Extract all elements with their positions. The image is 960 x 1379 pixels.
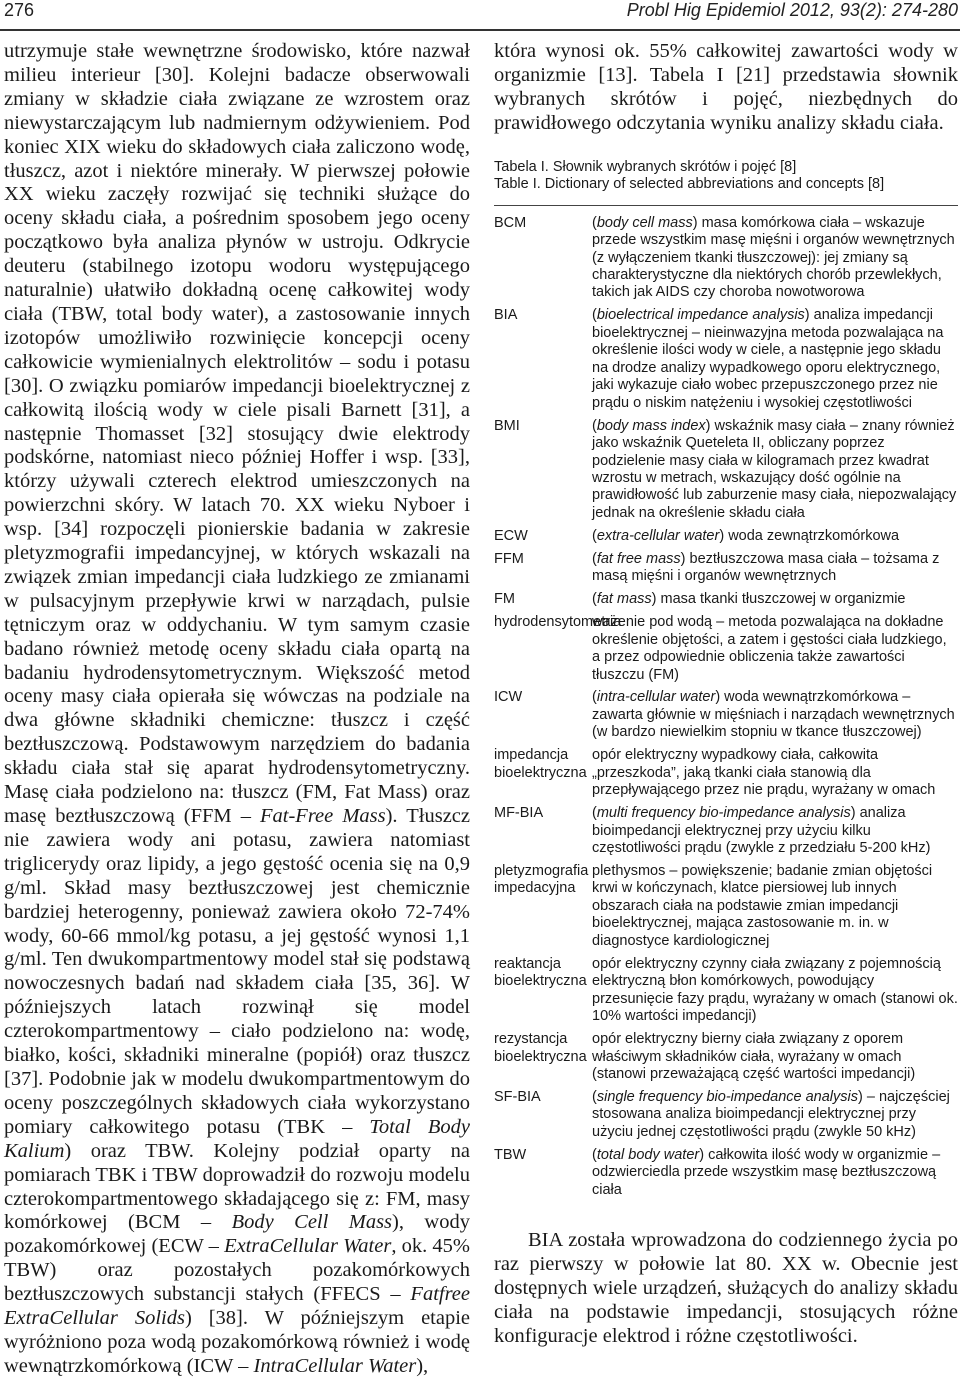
glossary-row <box>494 1089 958 1141</box>
glossary-row <box>494 418 958 523</box>
glossary-definition: (total body water) całkowita ilość wody w organizmie – odzwierciedla przede wszystkim masę beztłuszczową ciała <box>592 1146 941 1198</box>
right-column <box>494 40 958 1349</box>
glossary-definition: (extra-cellular water) woda zewnątrzkomórkowa <box>592 527 900 544</box>
glossary-term: ECW <box>494 527 528 544</box>
intro-paragraph: która wynosi ok. 55% całkowitej zawartości wody w organizmie [13]. Tabela I [21] przedstawia słownik wybranych skrótów i pojęć, niezbędnych do prawidłowego odczytania wyniku analizy składu ciała. <box>494 40 958 134</box>
glossary-definition: ważenie pod wodą – metoda pozwalająca na dokładne określenie objętości, a zatem i gęstości ciała ludzkiego, a przez odpowiednie obliczenia także zawartości tłuszczu (FM) <box>592 614 947 683</box>
glossary-definition: (body cell mass) masa komórkowa ciała – wskazuje przede wszystkim masę mięśni i organów wewnętrznych (z wyłączeniem tkanki tłuszczowej): jej zmiany są charakterystyczne dla niektórych chorób przewlekłych, takich jak AIDS czy choroba nowotworowa <box>592 214 955 301</box>
glossary-definition: opór elektryczny bierny ciała związany z oporem właściwym składników ciała, wyrażany w omach (stanowi przeważającą część wartości impedancji) <box>592 1031 916 1083</box>
glossary-term: BMI <box>494 417 520 434</box>
glossary-row <box>494 307 958 412</box>
glossary-term: ICW <box>494 689 523 706</box>
glossary-term: FFM <box>494 550 524 567</box>
table-caption-polish: Tabela I. Słownik wybranych skrótów i pojęć [8] <box>494 158 797 175</box>
table-caption <box>494 159 958 194</box>
glossary-row <box>494 805 958 857</box>
glossary-term: reaktancja bioelektryczna <box>494 955 587 990</box>
glossary-definition: (single frequency bio-impedance analysis) – najczęściej stosowana analiza bioimpedancji elektrycznej przy użyciu jednej częstotliwości prądu (zwykle 50 kHz) <box>592 1088 950 1140</box>
glossary-row <box>494 591 958 608</box>
glossary-row <box>494 863 958 950</box>
glossary-definition: (intra-cellular water) woda wewnątrzkomórkowa – zawarta głównie w mięśniach i narządach wewnętrznych (w bardzo niewielkim stopniu w tkance tłuszczowej) <box>592 689 955 741</box>
glossary-term: BCM <box>494 214 527 231</box>
glossary-table <box>494 215 958 1200</box>
glossary-row <box>494 551 958 586</box>
glossary-row <box>494 747 958 799</box>
page-number: 276 <box>4 0 35 20</box>
glossary-row <box>494 614 958 684</box>
header-rule <box>0 29 960 31</box>
glossary-term: rezystancja bioelektryczna <box>494 1031 587 1065</box>
glossary-definition: (fat free mass) beztłuszczowa masa ciała – tożsama z masą mięśni i organów wewnętrznych <box>592 550 940 585</box>
glossary-definition: plethysmos – powiększenie; badanie zmian objętości krwi w kończynach, klatce piersiowej lub innych obszarach ciała na podstawie zmian impedancji bioelektrycznej, mająca zastosowanie m. in. w diagnostyce kardiologicznej <box>592 863 933 949</box>
left-column-paragraph: utrzymuje stałe wewnętrzne środowisko, które nazwał milieu interieur [30]. Kolejni badacze obserwowali zmiany w składzie ciała związane ze wzrostem oraz niewystarczającym lub nadmiernym odżywieniem. Pod koniec XIX wieku do składowych ciała zaliczono wodę, tłuszcz, azot i niektóre minerały. W pierwszej połowie XX wieku zaczęły rozwijać się techniki służące do oceny składu ciała, a pośrednim sposobem jego oceny początkowo była analiza płynów w ustroju. Odkrycie deuteru (stabilnego izotopu wodoru występującego naturalnie) ułatwiło dokładną ocenę całkowitej wody ciała (TBW, total body water), a zastosowanie innych izotopów umożliwiło rozwinięcie koncepcji oceny całkowicie wymienialnych elektrolitów – sodu i potasu [30]. O związku pomiarów impedancji bioelektrycznej z całkowitą ilością wody w ciele pisali Barnett [31], a następnie Thomasset [32] stosujący dwie elektrody podskórne, natomiast nieco później Hoffer i wsp. [33], którzy używali czterech elektrod umieszczonych na powierzchni skóry. W latach 70. XX wieku Nyboer i wsp. [34] rozpoczęli pionierskie badania w zakresie pletyzmografii impedancyjnej, w których wskazali na związek zmian impedancji ciała ludzkiego ze zmianami w pulsacyjnym przepływie krwi w narządach, pulsie tętniczym oraz w oddychaniu. W tym samym czasie badano również metodę oceny składu ciała opartą na badaniu hydrodensytometrycznym. Większość metod oceny masy ciała opierała się wówczas na podziale na dwa główne składniki chemiczne: tłuszcz i część beztłuszczową. Podstawowym narzędziem do badania składu ciała stał się aparat hydrodensytometryczny. Masę ciała podzielono na: tłuszcz (FM, Fat Mass) oraz masę beztłuszczową (FFM – Fat-Free Mass). Tłuszcz nie zawiera wody ani potasu, zawiera natomiast triglicerydy oraz lipidy, a jego gęstość ocenia się na 0,9 g/ml. Skład masy beztłuszczowej jest chemicznie bardziej heterogenny, ponieważ zawiera około 72-74% wody, 60-66 mmol/kg potasu, a jej gęstość wynosi 1,1 g/ml. Ten dwukompartmentowy model stał się podstawą nowoczesnych badań nad składem ciała [35, 36]. W późniejszych latach rozwinął się model czterokompartmentowy – ciało podzielono na: wodę, białko, kości, składniki mineralne (popiół) oraz tłuszcz [37]. Podobnie jak w modelu dwukompartmentowym do oceny poszczególnych składowych ciała wykorzystano pomiary całkowitego potasu (TBK – Total Body Kalium) oraz TBW. Kolejny podział oparty na pomiarach TBK i TBW doprowadził do rozwoju modelu czterokompartmentowego składającego się z: FM, masy komórkowej (BCM – Body Cell Mass), wody pozakomórkowej (ECW – ExtraCellular Water, ok. 45% TBW) oraz pozostałych pozakomórkowych beztłuszczowych substancji stałych (FFECS – Fatfree ExtraCellular Solids) [38]. W późniejszym etapie wyróżniono poza wodą pozakomórkową również i wodę wewnątrzkomórkową (ICW – IntraCellular Water), <box>4 40 471 1377</box>
glossary-row <box>494 528 958 545</box>
glossary-definition: (fat mass) masa tkanki tłuszczowej w organizmie <box>592 591 906 608</box>
glossary-term: hydrodensytometria <box>494 614 622 631</box>
glossary-row <box>494 1031 958 1083</box>
journal-citation: Probl Hig Epidemiol 2012, 93(2): 274-280 <box>626 0 958 20</box>
glossary-term: SF-BIA <box>494 1088 541 1105</box>
glossary-definition: (body mass index) wskaźnik masy ciała – znany również jako wskaźnik Queteleta II, obliczany poprzez podzielenie masy ciała w kilogramach przez kwadrat wzrostu w metrach, wskazujący dość ogólnie na prawidłowość lub zaburzenie masy ciała, niepozwalający jednak na określenie składu ciała <box>592 417 957 521</box>
glossary-term: TBW <box>494 1146 527 1163</box>
table-caption-english: Table I. Dictionary of selected abbreviations and concepts [8] <box>494 176 885 193</box>
glossary-term: pletyzmografia impedacyjna <box>494 863 589 897</box>
table-top-rule <box>494 205 958 206</box>
left-column <box>4 40 470 1379</box>
glossary-row <box>494 956 958 1026</box>
page-header <box>0 0 960 24</box>
glossary-term: impedancja bioelektryczna <box>494 747 587 781</box>
glossary-definition: opór elektryczny wypadkowy ciała, całkowita „przeszkoda”, jaką tkanki ciała stanowią dla przepływającego przez nie prądu, wyrażany w omach <box>592 747 936 799</box>
glossary-definition: (bioelectrical impedance analysis) analiza impedancji bioelektrycznej – nieinwazyjna metoda pozwalająca na określenie ilości wody w ciele, a następnie jego składu na drodze analizy wypadkowego oporu elektrycznego, jaki wykazuje ciało wobec przepuszczonego przez nie prądu o niskim natężeniu i wysokiej częstotliwości <box>592 307 944 411</box>
glossary-definition: opór elektryczny czynny ciała związany z pojemnością elektryczną błon komórkowych, powodujący przesunięcie fazy prądu, wyrażany w omach (stanowi ok. 10% wartości impedancji) <box>592 955 958 1025</box>
glossary-row <box>494 1147 958 1199</box>
glossary-row <box>494 689 958 741</box>
glossary-term: BIA <box>494 307 518 324</box>
glossary-term: MF-BIA <box>494 805 544 822</box>
glossary-definition: (multi frequency bio-impedance analysis) analiza bioimpedancji elektrycznej przy użyciu kilku częstotliwości prądu (zwykle z przedziału 5-200 kHz) <box>592 805 931 857</box>
closing-paragraph: BIA została wprowadzona do codziennego życia po raz pierwszy w połowie lat 80. XX w. Obecnie jest dostępnych wiele urządzeń, służących do analizy składu ciała na podstawie impedancji, stosujących różne konfiguracje elektrod i różne częstotliwości. <box>494 1229 958 1347</box>
glossary-row <box>494 215 958 302</box>
glossary-term: FM <box>494 591 515 608</box>
